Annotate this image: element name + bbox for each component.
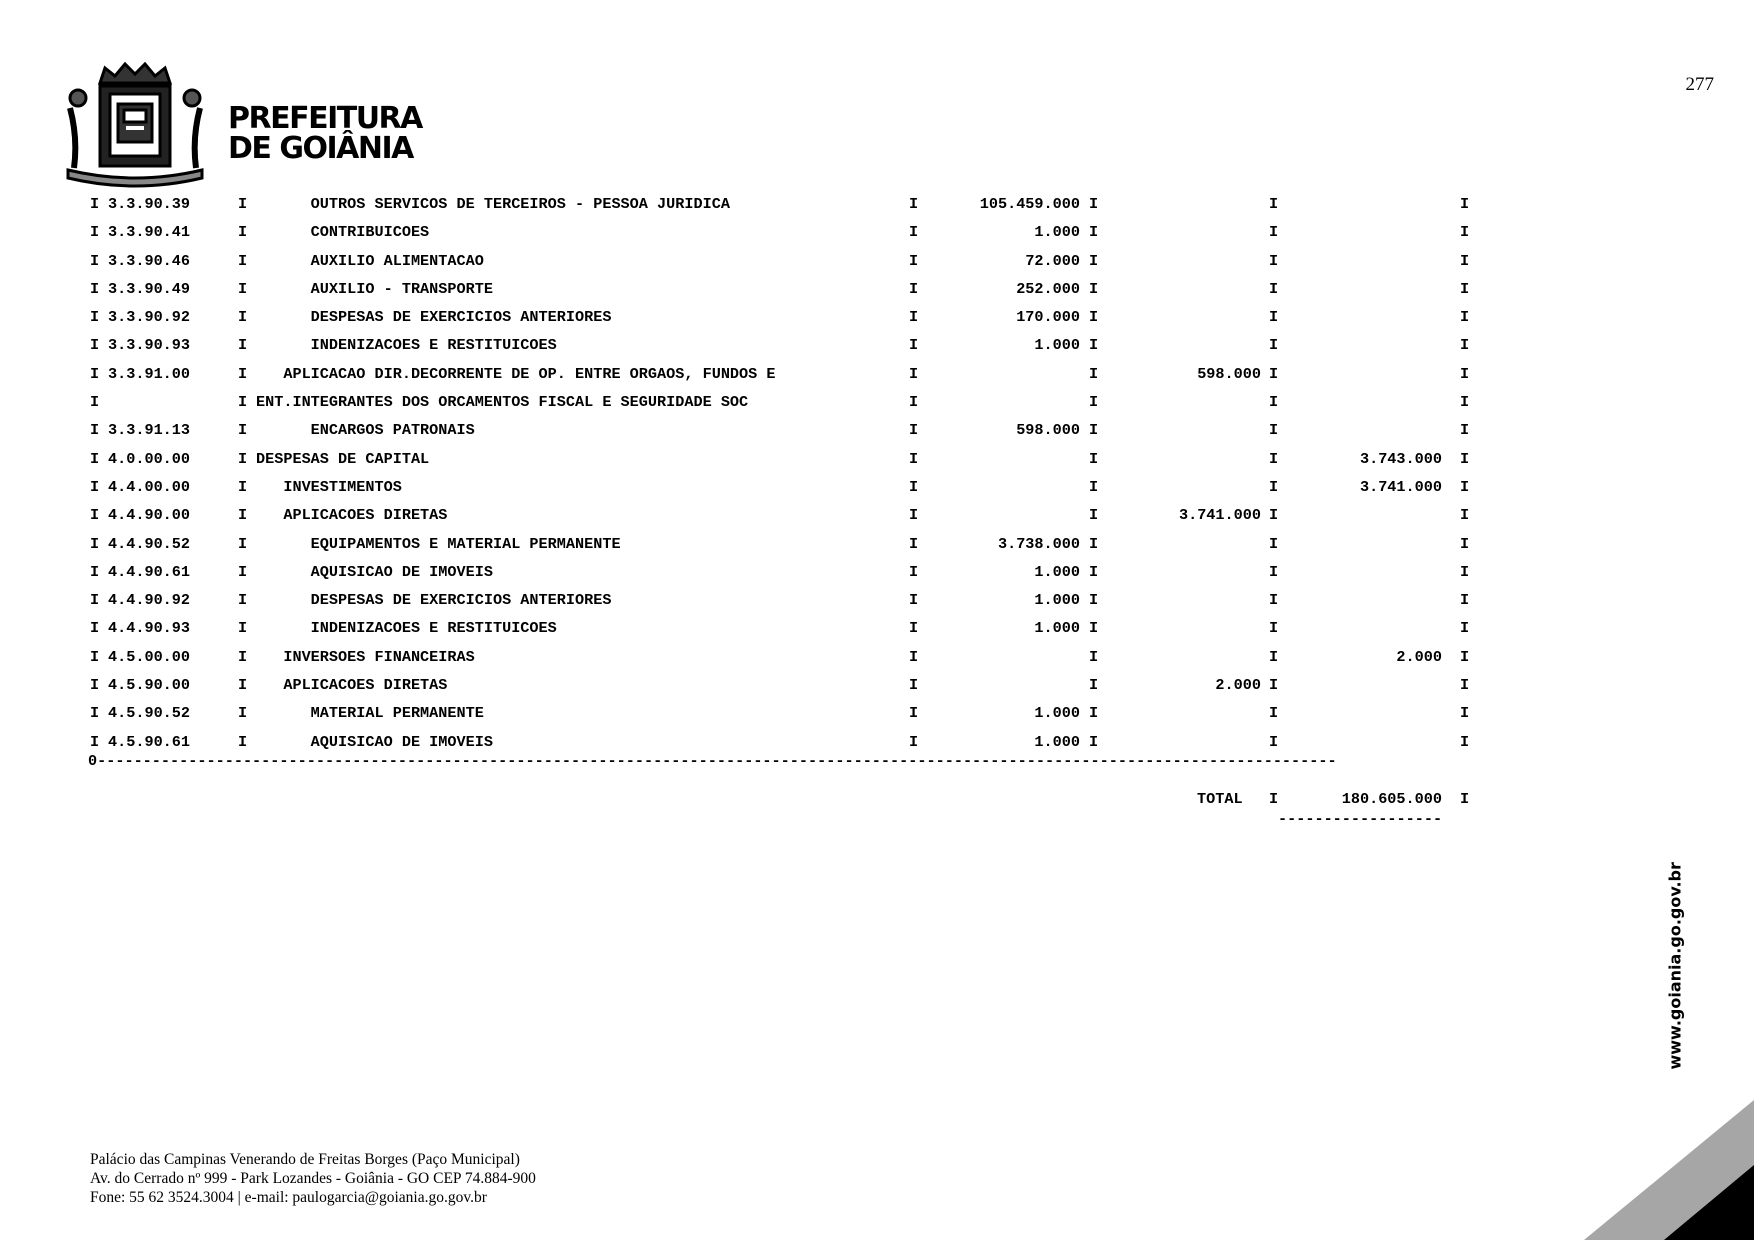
row-description: ENCARGOS PATRONAIS: [256, 421, 475, 440]
footer-address: [90, 1150, 536, 1207]
col-sep: I: [238, 562, 248, 581]
col-sep: I: [1089, 732, 1099, 751]
col-sep: I: [1269, 562, 1279, 581]
col-sep: I: [90, 421, 100, 440]
col-sep: I: [1089, 279, 1099, 298]
col-sep: I: [1089, 449, 1099, 468]
row-code: 4.5.90.00: [108, 676, 191, 695]
col-sep: I: [1460, 619, 1470, 638]
row-code: 4.5.00.00: [108, 647, 191, 666]
row-description: INVERSOES FINANCEIRAS: [256, 647, 475, 666]
col-sep: I: [90, 393, 100, 412]
col-sep: I: [90, 619, 100, 638]
col-sep: I: [238, 195, 248, 213]
col-sep: I: [90, 704, 100, 723]
col-sep: I: [238, 279, 248, 298]
row-value-element: 105.459.000: [979, 195, 1080, 213]
col-sep: I: [1460, 308, 1470, 327]
col-sep: I: [909, 591, 919, 610]
col-sep: I: [90, 534, 100, 553]
row-code: 3.3.90.92: [108, 308, 191, 327]
row-value-element: 1.000: [1034, 336, 1080, 355]
col-sep: I: [1460, 647, 1470, 666]
row-value-element: 1.000: [1034, 732, 1080, 751]
row-description: INDENIZACOES E RESTITUICOES: [256, 619, 557, 638]
row-value-element: 1.000: [1034, 704, 1080, 723]
row-description: EQUIPAMENTOS E MATERIAL PERMANENTE: [256, 534, 621, 553]
col-sep: I: [238, 732, 248, 751]
row-description: AUXILIO ALIMENTACAO: [256, 251, 484, 270]
row-code: 4.4.90.00: [108, 506, 191, 525]
col-sep: I: [1269, 364, 1279, 383]
col-sep: I: [90, 591, 100, 610]
col-sep: I: [90, 364, 100, 383]
col-sep: I: [1269, 704, 1279, 723]
col-sep: I: [90, 562, 100, 581]
col-sep: I: [909, 279, 919, 298]
col-sep: I: [1269, 393, 1279, 412]
col-sep: I: [1269, 279, 1279, 298]
col-sep: I: [90, 506, 100, 525]
col-sep: I: [1089, 704, 1099, 723]
row-description: CONTRIBUICOES: [256, 223, 430, 242]
row-code: 3.3.90.49: [108, 279, 191, 298]
col-sep: I: [1269, 223, 1279, 242]
col-sep: I: [90, 732, 100, 751]
col-sep: I: [90, 308, 100, 327]
col-sep: I: [909, 223, 919, 242]
row-description: APLICACOES DIRETAS: [256, 506, 448, 525]
col-sep: I: [909, 732, 919, 751]
col-sep: I: [1460, 477, 1470, 496]
col-sep: I: [1460, 279, 1470, 298]
col-sep: I: [909, 534, 919, 553]
col-sep: I: [1269, 647, 1279, 666]
corner-decoration: [1494, 1100, 1754, 1240]
col-sep: I: [909, 647, 919, 666]
row-code: 4.5.90.61: [108, 732, 191, 751]
col-sep: I: [909, 336, 919, 355]
footer-line-1: Palácio das Campinas Venerando de Freitas Borges (Paço Municipal): [90, 1151, 520, 1168]
col-sep: I: [1460, 732, 1470, 751]
row-value-element: 170.000: [1016, 308, 1080, 327]
page-number: 277: [1685, 74, 1714, 95]
col-sep: I: [238, 364, 248, 383]
col-sep: I: [238, 619, 248, 638]
col-sep: I: [909, 195, 919, 213]
col-sep: I: [909, 449, 919, 468]
col-sep: I: [1460, 449, 1470, 468]
row-value-element: 3.738.000: [997, 534, 1080, 553]
col-sep: I: [909, 506, 919, 525]
row-description: INVESTIMENTOS: [256, 477, 402, 496]
col-sep: I: [1089, 223, 1099, 242]
col-sep: I: [90, 279, 100, 298]
row-description: DESPESAS DE CAPITAL: [256, 449, 430, 468]
row-code: 3.3.90.93: [108, 336, 191, 355]
row-code: 4.4.90.92: [108, 591, 191, 610]
col-sep: I: [1460, 676, 1470, 695]
row-value-group: 3.741.000: [1178, 506, 1261, 525]
row-description: DESPESAS DE EXERCICIOS ANTERIORES: [256, 591, 612, 610]
col-sep: I: [238, 251, 248, 270]
col-sep: I: [1269, 534, 1279, 553]
total-value: 180.605.000: [1341, 790, 1442, 808]
row-code: 3.3.90.39: [108, 195, 191, 213]
col-sep: I: [1269, 308, 1279, 327]
col-sep: I: [1460, 195, 1470, 213]
col-sep: I: [238, 676, 248, 695]
col-sep: I: [90, 223, 100, 242]
total-col-sep-end: I: [1460, 790, 1470, 808]
col-sep: I: [909, 421, 919, 440]
col-sep: I: [90, 647, 100, 666]
col-sep: I: [1269, 732, 1279, 751]
col-sep: I: [1269, 477, 1279, 496]
col-sep: I: [1460, 534, 1470, 553]
col-sep: I: [1269, 251, 1279, 270]
row-description: MATERIAL PERMANENTE: [256, 704, 484, 723]
col-sep: I: [90, 449, 100, 468]
col-sep: I: [1269, 421, 1279, 440]
total-col-sep: I: [1269, 790, 1279, 808]
col-sep: I: [90, 676, 100, 695]
col-sep: I: [90, 477, 100, 496]
col-sep: I: [1269, 195, 1279, 213]
col-sep: I: [909, 308, 919, 327]
col-sep: I: [909, 704, 919, 723]
row-value-element: 1.000: [1034, 619, 1080, 638]
row-code: 3.3.91.00: [108, 364, 191, 383]
col-sep: I: [1460, 336, 1470, 355]
col-sep: I: [1089, 421, 1099, 440]
col-sep: I: [1269, 336, 1279, 355]
footer-line-2: Av. do Cerrado nº 999 - Park Lozandes - Goiânia - GO CEP 74.884-900: [90, 1170, 536, 1187]
col-sep: I: [238, 223, 248, 242]
col-sep: I: [1460, 393, 1470, 412]
row-code: 3.3.90.41: [108, 223, 191, 242]
col-sep: I: [1460, 506, 1470, 525]
col-sep: I: [1460, 364, 1470, 383]
col-sep: I: [1269, 591, 1279, 610]
col-sep: I: [909, 562, 919, 581]
col-sep: I: [1460, 591, 1470, 610]
col-sep: I: [1089, 393, 1099, 412]
col-sep: I: [90, 195, 100, 213]
row-description: AQUISICAO DE IMOVEIS: [256, 732, 493, 751]
col-sep: I: [238, 477, 248, 496]
table-separator: 0----------------------------------------------------------------------------------------------------------------------------------------: [88, 752, 1337, 770]
col-sep: I: [1089, 477, 1099, 496]
side-url: [1655, 862, 1685, 1070]
row-description: DESPESAS DE EXERCICIOS ANTERIORES: [256, 308, 612, 327]
col-sep: I: [1269, 619, 1279, 638]
row-description: ENT.INTEGRANTES DOS ORCAMENTOS FISCAL E SEGURIDADE SOC: [256, 393, 749, 412]
row-value-category: 3.743.000: [1359, 449, 1442, 468]
row-value-element: 598.000: [1016, 421, 1080, 440]
col-sep: I: [1460, 251, 1470, 270]
col-sep: I: [238, 336, 248, 355]
col-sep: I: [909, 477, 919, 496]
col-sep: I: [1089, 251, 1099, 270]
footer-line-3: Fone: 55 62 3524.3004 | e-mail: paulogarcia@goiania.go.gov.br: [90, 1189, 487, 1206]
col-sep: I: [238, 534, 248, 553]
col-sep: I: [909, 619, 919, 638]
row-description: APLICACOES DIRETAS: [256, 676, 448, 695]
row-description: INDENIZACOES E RESTITUICOES: [256, 336, 557, 355]
col-sep: I: [90, 251, 100, 270]
row-value-element: 72.000: [1025, 251, 1080, 270]
col-sep: I: [1089, 562, 1099, 581]
col-sep: I: [1089, 676, 1099, 695]
row-description: AUXILIO - TRANSPORTE: [256, 279, 493, 298]
col-sep: I: [909, 364, 919, 383]
col-sep: I: [238, 308, 248, 327]
row-value-group: 598.000: [1197, 364, 1261, 383]
col-sep: I: [1269, 506, 1279, 525]
row-code: 4.4.90.52: [108, 534, 191, 553]
col-sep: I: [1460, 704, 1470, 723]
row-code: 4.4.90.61: [108, 562, 191, 581]
col-sep: I: [1089, 506, 1099, 525]
col-sep: I: [1460, 223, 1470, 242]
row-description: OUTROS SERVICOS DE TERCEIROS - PESSOA JURIDICA: [256, 195, 730, 213]
col-sep: I: [1269, 676, 1279, 695]
row-value-element: 1.000: [1034, 562, 1080, 581]
total-row: [90, 785, 1490, 813]
row-value-element: 1.000: [1034, 591, 1080, 610]
row-description: AQUISICAO DE IMOVEIS: [256, 562, 493, 581]
brand-title: [228, 101, 422, 166]
col-sep: I: [238, 393, 248, 412]
col-sep: I: [909, 251, 919, 270]
col-sep: I: [238, 421, 248, 440]
brand-line-1: PREFEITURA: [228, 101, 422, 136]
col-sep: I: [90, 336, 100, 355]
col-sep: I: [1089, 308, 1099, 327]
row-code: 4.5.90.52: [108, 704, 191, 723]
col-sep: I: [238, 647, 248, 666]
row-code: 3.3.91.13: [108, 421, 191, 440]
row-value-group: 2.000: [1215, 676, 1261, 695]
col-sep: I: [238, 449, 248, 468]
row-value-element: 1.000: [1034, 223, 1080, 242]
coat-of-arms-logo: [60, 58, 210, 188]
col-sep: I: [909, 676, 919, 695]
col-sep: I: [1089, 336, 1099, 355]
col-sep: I: [1089, 647, 1099, 666]
row-value-category: 3.741.000: [1359, 477, 1442, 496]
row-description: APLICACAO DIR.DECORRENTE DE OP. ENTRE ORGAOS, FUNDOS E: [256, 364, 776, 383]
row-value-element: 252.000: [1016, 279, 1080, 298]
row-code: 3.3.90.46: [108, 251, 191, 270]
col-sep: I: [1089, 534, 1099, 553]
col-sep: I: [238, 506, 248, 525]
col-sep: I: [909, 393, 919, 412]
row-code: 4.4.00.00: [108, 477, 191, 496]
row-code: 4.4.90.93: [108, 619, 191, 638]
col-sep: I: [1269, 449, 1279, 468]
col-sep: I: [238, 591, 248, 610]
row-code: 4.0.00.00: [108, 449, 191, 468]
col-sep: I: [1089, 195, 1099, 213]
side-url-text: www.goiania.go.gov.br: [1665, 862, 1685, 1070]
total-underline: ------------------: [1278, 810, 1443, 828]
row-value-category: 2.000: [1396, 647, 1442, 666]
brand-line-2: DE GOIÂNIA: [228, 131, 413, 166]
col-sep: I: [1460, 562, 1470, 581]
total-label: TOTAL: [1197, 790, 1243, 808]
col-sep: I: [238, 704, 248, 723]
col-sep: I: [1089, 619, 1099, 638]
col-sep: I: [1089, 591, 1099, 610]
col-sep: I: [1089, 364, 1099, 383]
col-sep: I: [1460, 421, 1470, 440]
